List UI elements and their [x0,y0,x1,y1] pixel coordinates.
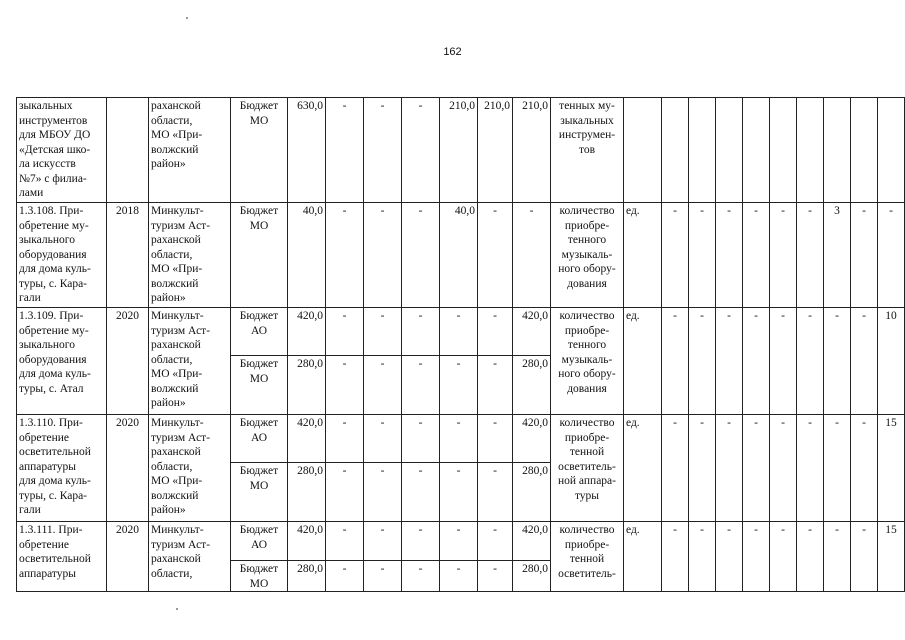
indicator-cell: количество приобре- тенного музыкаль- ного обору- дования [551,308,624,415]
target-value-cell: - [662,308,689,415]
executor-cell: Минкульт- туризм Аст- раханской области, МО «При- волжский район» [149,203,231,308]
target-value-cell: - [689,203,716,308]
funding-value-cell: - [478,561,513,592]
target-value-cell: - [743,308,770,415]
funding-value-cell: - [326,561,364,592]
target-value-cell: - [797,308,824,415]
executor-cell: Минкульт- туризм Аст- раханской области, МО «При- волжский район» [149,415,231,522]
funding-value-cell: - [402,561,440,592]
scan-speck [186,17,188,19]
funding-source-cell: Бюджет МО [231,356,288,415]
target-value-cell: - [770,415,797,522]
page-number: 162 [443,46,462,58]
funding-value-cell: - [513,203,551,308]
target-value-cell [851,98,878,203]
funding-value-cell: - [364,203,402,308]
funding-source-cell: Бюджет АО [231,415,288,463]
activity-name-cell: зыкальных инструментов для МБОУ ДО «Детская шко- ла искусств №7» с филиа- лами [17,98,107,203]
target-value-cell: - [716,308,743,415]
target-value-cell: - [797,415,824,522]
funding-value-cell: - [440,415,478,463]
funding-value-cell: - [364,415,402,463]
funding-value-cell: 420,0 [288,308,326,356]
funding-source-cell: Бюджет МО [231,561,288,592]
funding-value-cell: - [402,98,440,203]
activity-name-cell: 1.3.109. При- обретение му- зыкального оборудования для дома куль- туры, с. Атал [17,308,107,415]
activity-name-cell: 1.3.108. При- обретение му- зыкального оборудования для дома куль- туры, с. Кара- гали [17,203,107,308]
funding-value-cell: 420,0 [513,308,551,356]
funding-value-cell: 280,0 [288,463,326,522]
funding-value-cell: - [364,356,402,415]
target-value-cell: - [851,308,878,415]
target-value-cell: - [851,522,878,592]
funding-value-cell: - [440,308,478,356]
target-value-cell: - [770,203,797,308]
target-value-cell: - [716,522,743,592]
target-value-cell: - [824,308,851,415]
funding-value-cell: 280,0 [288,561,326,592]
funding-value-cell: - [478,415,513,463]
table-row [17,522,905,561]
year-cell: 2020 [107,415,149,522]
funding-value-cell: 210,0 [513,98,551,203]
funding-value-cell: - [478,522,513,561]
indicator-cell: количество приобре- тенной осветитель- [551,522,624,592]
unit-cell: ед. [624,415,662,522]
table-row [17,415,905,463]
unit-cell: ед. [624,522,662,592]
target-value-cell: - [743,203,770,308]
funding-value-cell: - [440,463,478,522]
executor-cell: Минкульт- туризм Аст- раханской области, [149,522,231,592]
activity-name-cell: 1.3.111. При- обретение осветительной аппаратуры [17,522,107,592]
funding-value-cell: - [326,203,364,308]
funding-source-cell: Бюджет МО [231,463,288,522]
funding-value-cell: - [364,463,402,522]
target-value-cell: - [797,522,824,592]
target-value-cell: 15 [878,522,905,592]
funding-value-cell: - [440,561,478,592]
funding-source-cell: Бюджет АО [231,522,288,561]
funding-value-cell: - [402,522,440,561]
funding-value-cell: 40,0 [288,203,326,308]
target-value-cell [716,98,743,203]
scan-speck [176,608,178,610]
executor-cell: раханской области, МО «При- волжский район» [149,98,231,203]
year-cell: 2020 [107,308,149,415]
target-value-cell: - [743,415,770,522]
funding-value-cell: 210,0 [440,98,478,203]
funding-source-cell: Бюджет АО [231,308,288,356]
executor-cell: Минкульт- туризм Аст- раханской области, МО «При- волжский район» [149,308,231,415]
target-value-cell: - [878,203,905,308]
target-value-cell: - [716,415,743,522]
unit-cell: ед. [624,203,662,308]
target-value-cell: - [851,203,878,308]
funding-value-cell: - [440,356,478,415]
funding-value-cell: - [326,98,364,203]
funding-value-cell: 40,0 [440,203,478,308]
funding-value-cell: - [402,356,440,415]
target-value-cell: - [662,203,689,308]
funding-value-cell: - [326,522,364,561]
table-row [17,203,905,308]
target-value-cell [662,98,689,203]
funding-value-cell: 280,0 [513,463,551,522]
program-table [16,97,905,592]
funding-value-cell: - [402,308,440,356]
year-cell: 2020 [107,522,149,592]
target-value-cell: - [689,415,716,522]
target-value-cell: - [716,203,743,308]
funding-value-cell: - [402,463,440,522]
unit-cell: ед. [624,308,662,415]
target-value-cell: - [824,522,851,592]
funding-value-cell: 280,0 [288,356,326,415]
target-value-cell: - [662,522,689,592]
target-value-cell: - [662,415,689,522]
target-value-cell: - [770,522,797,592]
target-value-cell [689,98,716,203]
target-value-cell [824,98,851,203]
funding-value-cell: 630,0 [288,98,326,203]
funding-value-cell: - [364,522,402,561]
target-value-cell: - [689,308,716,415]
funding-value-cell: - [364,308,402,356]
target-value-cell [743,98,770,203]
table-row [17,308,905,356]
funding-value-cell: 420,0 [288,415,326,463]
funding-value-cell: - [326,308,364,356]
funding-value-cell: 420,0 [288,522,326,561]
funding-value-cell: - [326,356,364,415]
target-value-cell [797,98,824,203]
funding-value-cell: - [440,522,478,561]
funding-value-cell: - [478,463,513,522]
target-value-cell: - [851,415,878,522]
funding-value-cell: - [402,203,440,308]
funding-value-cell: 420,0 [513,522,551,561]
funding-source-cell: Бюджет МО [231,203,288,308]
funding-value-cell: 280,0 [513,561,551,592]
target-value-cell: - [797,203,824,308]
target-value-cell [878,98,905,203]
funding-source-cell: Бюджет МО [231,98,288,203]
unit-cell [624,98,662,203]
funding-value-cell: - [478,356,513,415]
funding-value-cell: - [478,308,513,356]
funding-value-cell: 420,0 [513,415,551,463]
activity-name-cell: 1.3.110. При- обретение осветительной аппаратуры для дома куль- туры, с. Кара- гали [17,415,107,522]
target-value-cell: - [770,308,797,415]
indicator-cell: тенных му- зыкальных инструмен- тов [551,98,624,203]
funding-value-cell: - [326,463,364,522]
target-value-cell: - [743,522,770,592]
funding-value-cell: - [364,561,402,592]
funding-value-cell: - [402,415,440,463]
funding-value-cell: - [364,98,402,203]
target-value-cell: 3 [824,203,851,308]
year-cell: 2018 [107,203,149,308]
funding-value-cell: - [326,415,364,463]
funding-value-cell: 280,0 [513,356,551,415]
funding-value-cell: - [478,203,513,308]
target-value-cell: - [824,415,851,522]
indicator-cell: количество приобре- тенной осветитель- ной аппара- туры [551,415,624,522]
target-value-cell: 15 [878,415,905,522]
target-value-cell: 10 [878,308,905,415]
table-row [17,98,905,203]
indicator-cell: количество приобре- тенного музыкаль- ного обору- дования [551,203,624,308]
target-value-cell: - [689,522,716,592]
funding-value-cell: 210,0 [478,98,513,203]
target-value-cell [770,98,797,203]
year-cell [107,98,149,203]
table-body [17,98,905,592]
